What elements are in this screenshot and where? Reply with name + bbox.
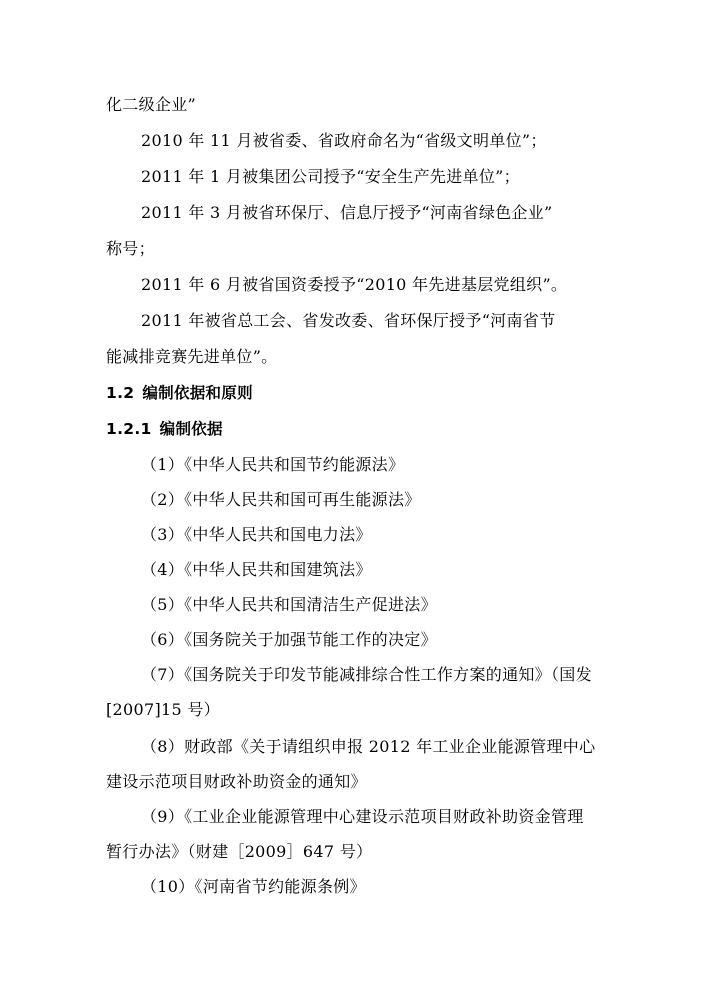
section-title: 编制依据和原则	[142, 384, 253, 402]
basis-item-6: （6）《国务院关于加强节能工作的决定》	[141, 630, 437, 649]
basis-item-10: （10）《河南省节约能源条例》	[141, 877, 366, 896]
basis-item-7: （7）《国务院关于印发节能减排综合性工作方案的通知》（国发	[141, 665, 592, 684]
basis-item-7-cont: [2007]15 号）	[106, 700, 220, 719]
section-title: 编制依据	[159, 420, 223, 438]
basis-item-8: （8）财政部《关于请组织申报 2012 年工业企业能源管理中心	[141, 737, 596, 756]
basis-item-2: （2）《中华人民共和国可再生能源法》	[141, 490, 421, 509]
basis-item-5: （5）《中华人民共和国清洁生产促进法》	[141, 595, 437, 614]
section-heading-1-2	[106, 383, 253, 403]
paragraph-2011-6: 2011 年 6 月被省国资委授予“2010 年先进基层党组织”。	[141, 275, 568, 294]
paragraph-2011-3: 2011 年 3 月被省环保厅、信息厅授予“河南省绿色企业”	[141, 203, 553, 222]
section-number: 1.2	[106, 384, 135, 402]
basis-item-4: （4）《中华人民共和国建筑法》	[141, 560, 372, 579]
section-number: 1.2.1	[106, 420, 152, 438]
basis-item-1: （1）《中华人民共和国节约能源法》	[141, 455, 405, 474]
paragraph-2011-unions: 2011 年被省总工会、省发改委、省环保厅授予“河南省节	[141, 311, 556, 330]
paragraph-continuation: 化二级企业”	[106, 95, 196, 114]
paragraph-2011-1: 2011 年 1 月被集团公司授予“安全生产先进单位”；	[141, 167, 520, 186]
paragraph-2011-3-cont: 称号；	[106, 239, 155, 258]
section-heading-1-2-1	[106, 419, 223, 439]
paragraph-2010-11: 2010 年 11 月被省委、省政府命名为“省级文明单位”；	[141, 131, 547, 150]
paragraph-2011-unions-cont: 能减排竞赛先进单位”。	[106, 347, 278, 366]
basis-item-9-cont: 暂行办法》（财建［2009］647 号）	[106, 842, 373, 861]
basis-item-3: （3）《中华人民共和国电力法》	[141, 525, 372, 544]
basis-item-9: （9）《工业企业能源管理中心建设示范项目财政补助资金管理	[141, 807, 584, 826]
basis-item-8-cont: 建设示范项目财政补助资金的通知》	[106, 772, 367, 791]
